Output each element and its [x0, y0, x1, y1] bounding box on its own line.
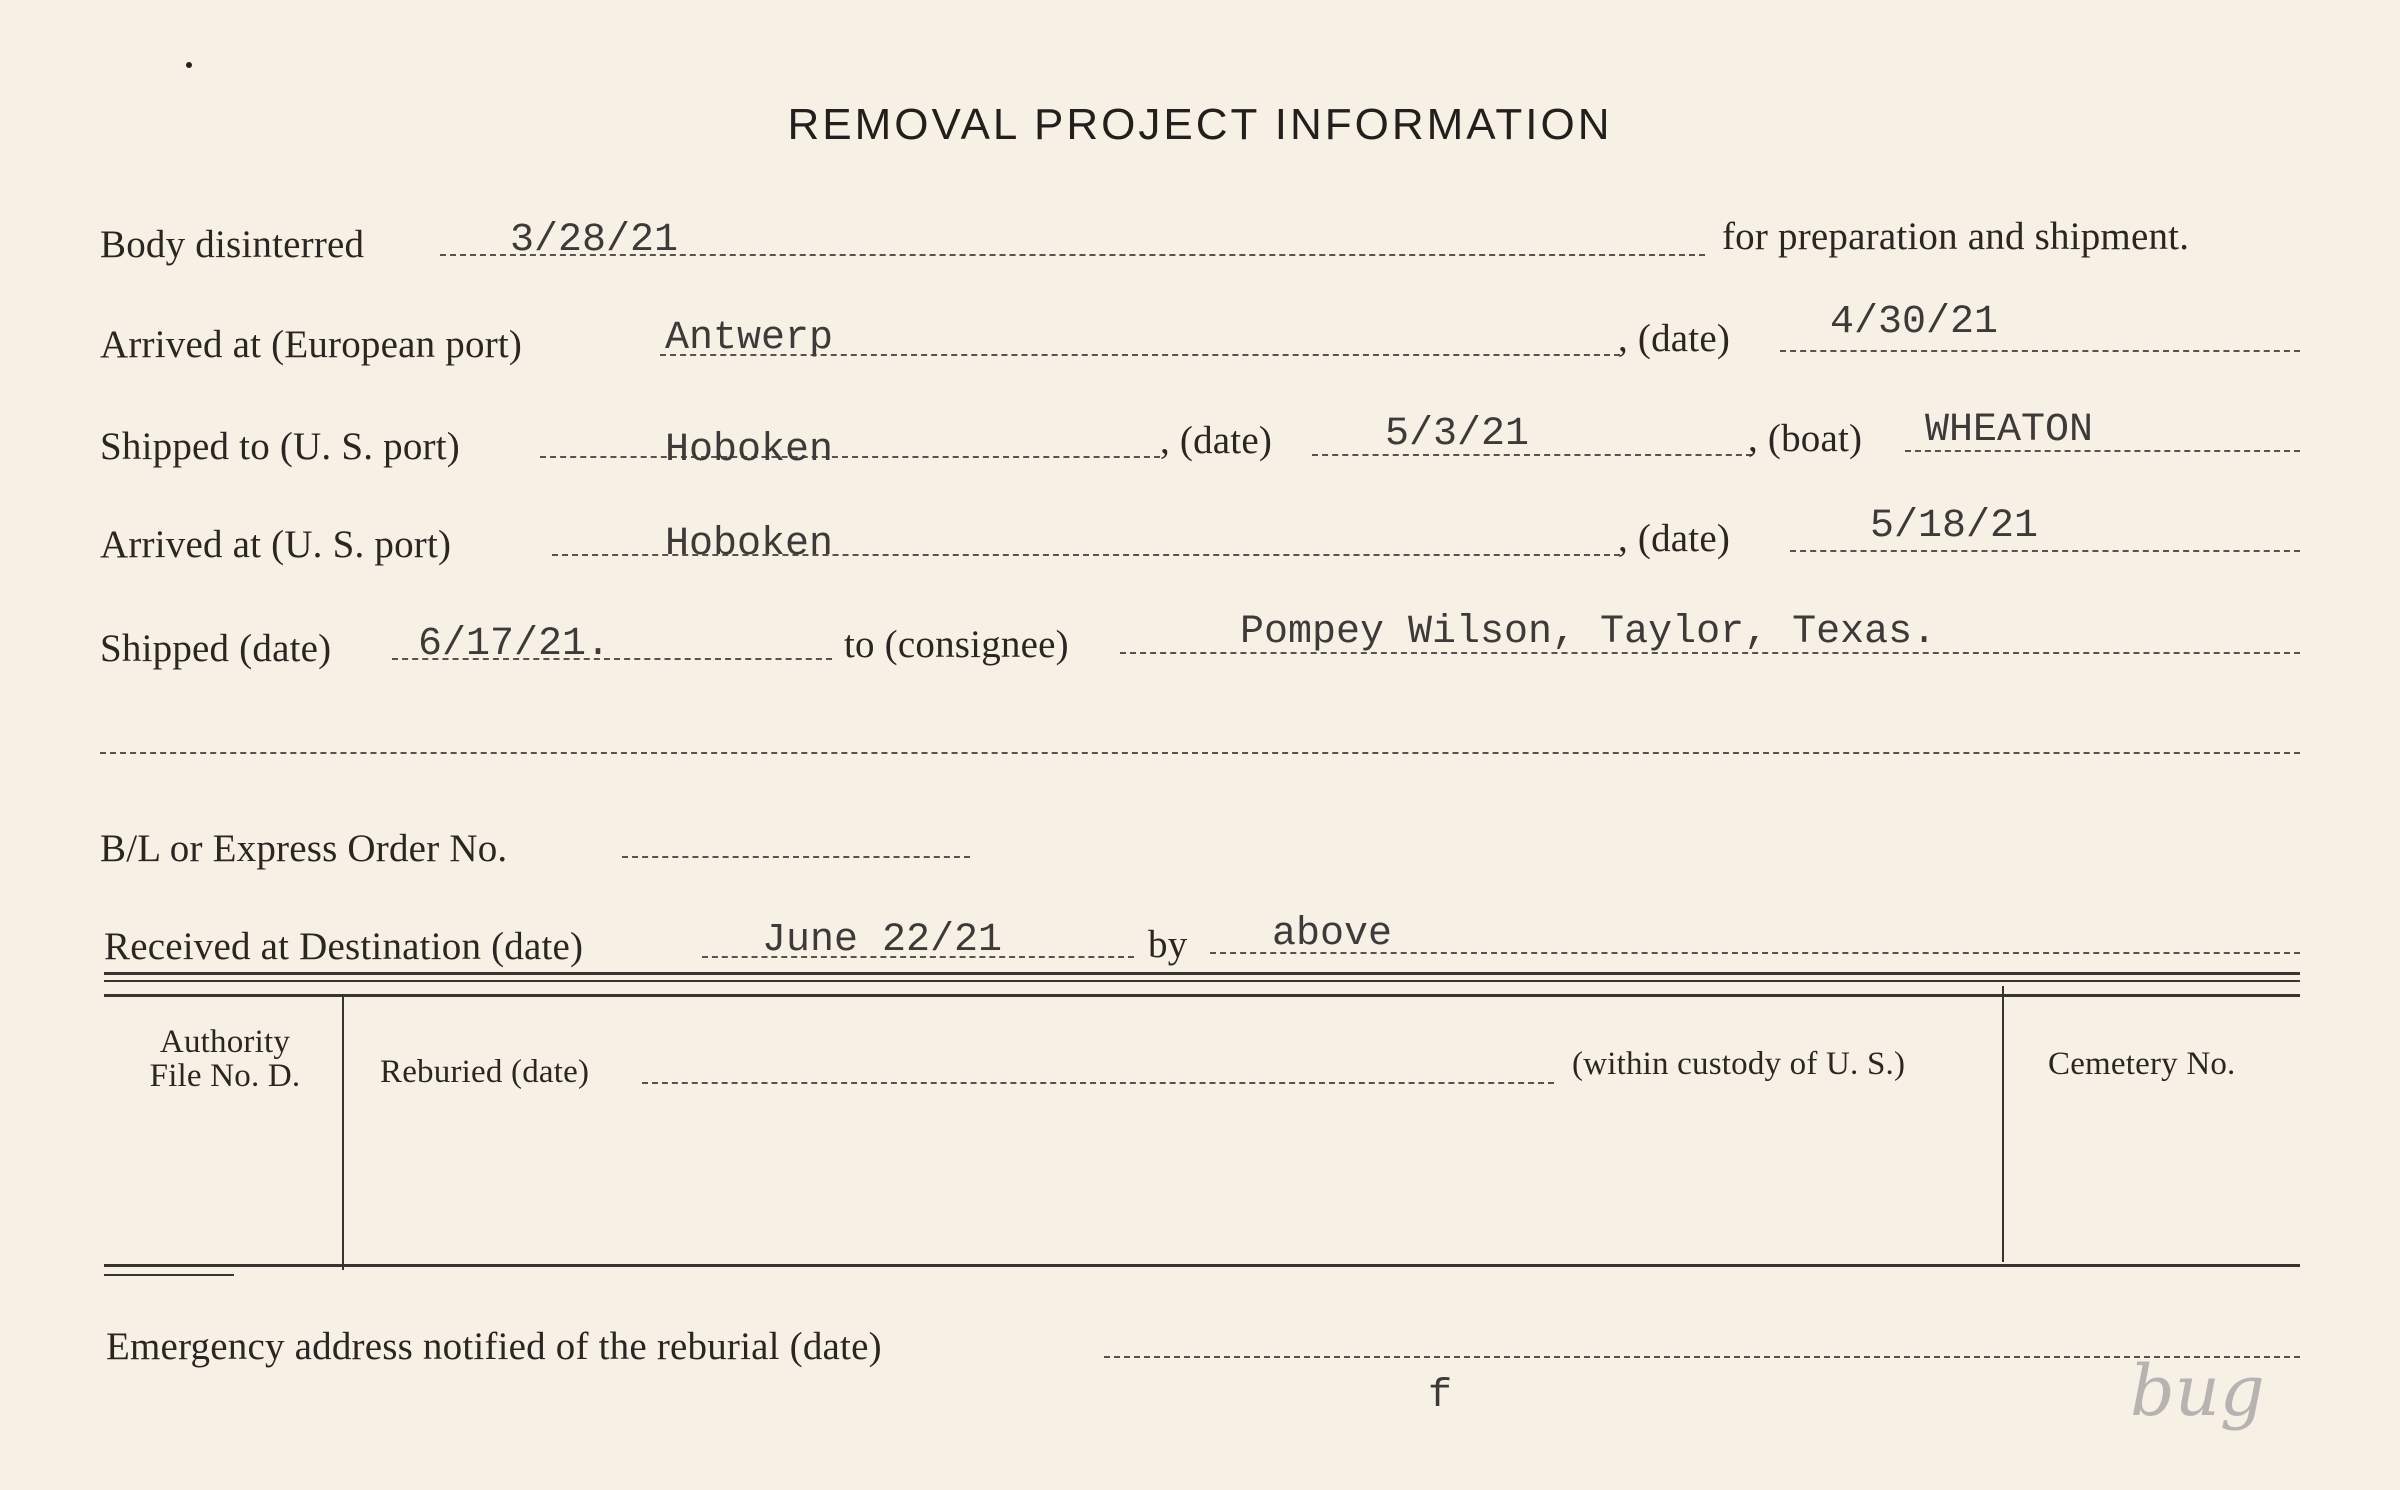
- table-bottom-rule: [104, 1264, 2300, 1267]
- table-divider-1: [342, 994, 344, 1270]
- arrived-us-label: Arrived at (U. S. port): [100, 523, 452, 566]
- bl-order-line: [622, 856, 970, 858]
- cemetery-label: Cemetery No.: [2048, 1046, 2236, 1082]
- received-by: above: [1272, 912, 1393, 957]
- arrived-european-date: 4/30/21: [1830, 300, 1999, 345]
- table-divider-2: [2002, 986, 2004, 1262]
- consignee-label: to (consignee): [844, 623, 1069, 666]
- reburied-line: [642, 1082, 1554, 1084]
- arrived-us-date-label: , (date): [1618, 517, 1731, 560]
- shipped-us-boat-label: , (boat): [1748, 417, 1863, 460]
- file-no-label: File No. D.: [149, 1058, 301, 1094]
- received-label: Received at Destination (date): [104, 925, 584, 968]
- emergency-line: [1104, 1356, 2300, 1358]
- emergency-label: Emergency address notified of the reburial (date): [106, 1325, 882, 1368]
- arrived-european-date-line: [1780, 350, 2300, 352]
- shipped-us-label: Shipped to (U. S. port): [100, 425, 460, 468]
- shipped-date-value: 6/17/21.: [418, 622, 611, 667]
- shipped-us-port: Hoboken: [665, 428, 834, 473]
- bl-order-label: B/L or Express Order No.: [100, 827, 508, 870]
- shipped-date-label: Shipped (date): [100, 627, 332, 670]
- shipped-us-date-label: , (date): [1160, 419, 1273, 462]
- body-disinterred-label: Body disinterred: [100, 223, 365, 266]
- body-disinterred-value: 3/28/21: [510, 218, 679, 263]
- shipped-us-date: 5/3/21: [1385, 412, 1530, 457]
- footer-mark: f: [1428, 1374, 1453, 1419]
- consignee-value: Pompey Wilson, Taylor, Texas.: [1240, 610, 1937, 655]
- received-by-label: by: [1148, 923, 1188, 966]
- ink-dot: [186, 62, 192, 68]
- custody-label: (within custody of U. S.): [1572, 1046, 1906, 1082]
- pencil-initials: bug: [2130, 1350, 2265, 1432]
- shipped-us-boat: WHEATON: [1925, 408, 2094, 453]
- table-top-rule: [104, 972, 2300, 975]
- authority-label: Authority: [159, 1024, 291, 1060]
- body-disinterred-suffix: for preparation and shipment.: [1722, 215, 2190, 258]
- received-date: June 22/21: [762, 918, 1003, 963]
- arrived-european-date-label: , (date): [1618, 317, 1731, 360]
- arrived-us-date: 5/18/21: [1870, 504, 2039, 549]
- reburied-label: Reburied (date): [380, 1054, 590, 1090]
- shipped-us-date-line: [1312, 454, 1752, 456]
- shipped-us-port-line: [540, 456, 1160, 458]
- table-bottom-rule-2: [104, 1274, 234, 1276]
- table-top-rule-2: [104, 980, 2300, 982]
- arrived-us-date-line: [1790, 550, 2300, 552]
- table-header-rule: [104, 994, 2300, 997]
- card-title: REMOVAL PROJECT INFORMATION: [787, 100, 1613, 149]
- arrived-european-port: Antwerp: [665, 316, 834, 361]
- blank-line: [100, 752, 2300, 754]
- arrived-european-label: Arrived at (European port): [100, 323, 523, 366]
- arrived-us-port: Hoboken: [665, 522, 834, 567]
